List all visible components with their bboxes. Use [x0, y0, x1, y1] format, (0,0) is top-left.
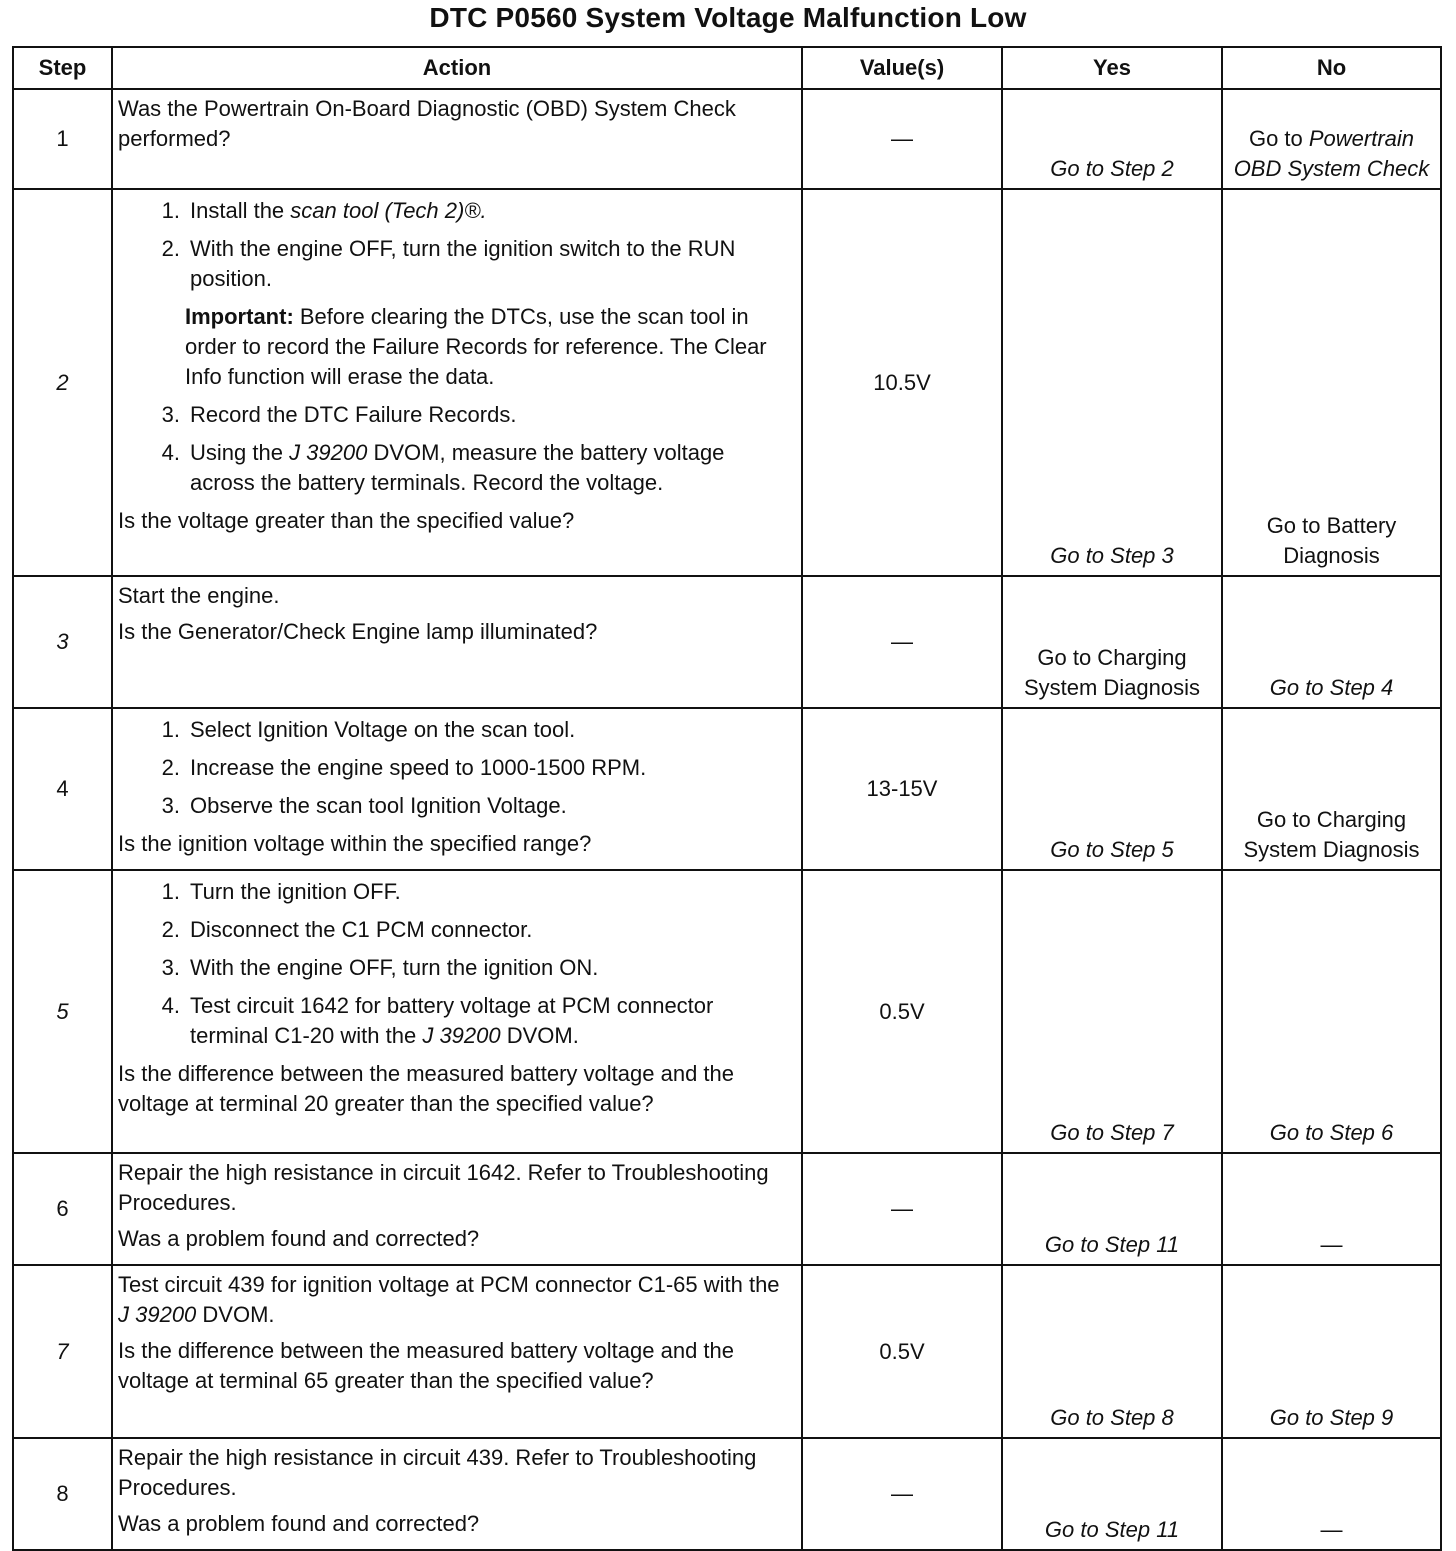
- no-cell: Go to Battery Diagnosis: [1222, 189, 1441, 576]
- action-text: Repair the high resistance in circuit 1642. Refer to Troubleshooting Procedures.: [118, 1160, 769, 1215]
- question-text: Is the ignition voltage within the specified range?: [118, 831, 592, 856]
- action-cell: [112, 1153, 802, 1265]
- header-values: Value(s): [802, 47, 1002, 89]
- step-list: [118, 715, 795, 821]
- table-row: [13, 89, 1441, 189]
- header-no: No: [1222, 47, 1441, 89]
- list-item: 4. Using the J 39200 DVOM, measure the battery voltage across the battery terminals. Record the voltage.: [161, 440, 725, 495]
- yes-cell: Go to Step 11: [1002, 1438, 1222, 1550]
- list-item: 1. Turn the ignition OFF.: [161, 879, 401, 904]
- action-cell: [112, 870, 802, 1153]
- diagnostic-table: [12, 46, 1442, 1551]
- page-title: DTC P0560 System Voltage Malfunction Low: [429, 2, 1027, 33]
- yes-cell: Go to Charging System Diagnosis: [1002, 576, 1222, 708]
- action-text: Repair the high resistance in circuit 439. Refer to Troubleshooting Procedures.: [118, 1445, 757, 1500]
- yes-cell: Go to Step 7: [1002, 870, 1222, 1153]
- no-cell: —: [1222, 1438, 1441, 1550]
- action-cell: [112, 1438, 802, 1550]
- value-cell: 0.5V: [802, 1265, 1002, 1438]
- question-text: Was the Powertrain On-Board Diagnostic (OBD) System Check performed?: [118, 96, 736, 151]
- table-row: [13, 189, 1441, 576]
- value-cell: —: [802, 576, 1002, 708]
- action-cell: [112, 189, 802, 576]
- table-row: [13, 576, 1441, 708]
- list-item: 3. Record the DTC Failure Records.: [161, 402, 517, 427]
- question-text: Is the difference between the measured battery voltage and the voltage at terminal 65 greater than the specified value?: [118, 1338, 734, 1393]
- action-text: Start the engine.: [118, 583, 280, 608]
- yes-cell: Go to Step 11: [1002, 1153, 1222, 1265]
- table-header-row: [13, 47, 1441, 89]
- value-cell: —: [802, 89, 1002, 189]
- question-text: Is the difference between the measured battery voltage and the voltage at terminal 20 greater than the specified value?: [118, 1061, 734, 1116]
- header-step: Step: [13, 47, 112, 89]
- header-action: Action: [112, 47, 802, 89]
- list-item: 4. Test circuit 1642 for battery voltage at PCM connector terminal C1-20 with the J 39200 DVOM.: [161, 993, 714, 1048]
- question-text: Was a problem found and corrected?: [118, 1226, 480, 1251]
- no-cell: Go to Step 6: [1222, 870, 1441, 1153]
- list-item: 3. With the engine OFF, turn the ignition ON.: [161, 955, 599, 980]
- yes-cell: Go to Step 2: [1002, 89, 1222, 189]
- yes-cell: Go to Step 3: [1002, 189, 1222, 576]
- step-number: 3: [13, 576, 112, 708]
- no-cell: Go to Charging System Diagnosis: [1222, 708, 1441, 870]
- no-link-text: Powertrain OBD System Check: [1233, 126, 1430, 181]
- table-row: [13, 1265, 1441, 1438]
- value-cell: —: [802, 1153, 1002, 1265]
- step-number: 8: [13, 1438, 112, 1550]
- header-yes: Yes: [1002, 47, 1222, 89]
- step-number: 4: [13, 708, 112, 870]
- no-cell: —: [1222, 1153, 1441, 1265]
- question-text: Is the Generator/Check Engine lamp illuminated?: [118, 619, 598, 644]
- list-item: 2. With the engine OFF, turn the ignition switch to the RUN position.: [161, 236, 736, 291]
- list-item: 2. Disconnect the C1 PCM connector.: [161, 917, 533, 942]
- list-item: 1. Select Ignition Voltage on the scan tool.: [161, 717, 576, 742]
- question-text: Is the voltage greater than the specified value?: [118, 508, 575, 533]
- action-cell: [112, 708, 802, 870]
- step-number: 2: [13, 189, 112, 576]
- value-cell: —: [802, 1438, 1002, 1550]
- list-item: 1. Install the scan tool (Tech 2)®.: [161, 198, 487, 223]
- step-list: [118, 196, 795, 294]
- no-cell: Go to Step 4: [1222, 576, 1441, 708]
- step-number: 5: [13, 870, 112, 1153]
- table-row: [13, 708, 1441, 870]
- action-cell: [112, 1265, 802, 1438]
- table-row: [13, 1153, 1441, 1265]
- yes-cell: Go to Step 8: [1002, 1265, 1222, 1438]
- question-text: Was a problem found and corrected?: [118, 1511, 480, 1536]
- step-number: 1: [13, 89, 112, 189]
- list-item: 3. Observe the scan tool Ignition Voltage.: [161, 793, 567, 818]
- step-list: [118, 877, 795, 1051]
- value-cell: 0.5V: [802, 870, 1002, 1153]
- value-cell: 13-15V: [802, 708, 1002, 870]
- table-row: [13, 1438, 1441, 1550]
- yes-cell: Go to Step 5: [1002, 708, 1222, 870]
- action-text: Test circuit 439 for ignition voltage at PCM connector C1-65 with the J 39200 DVOM.: [118, 1272, 780, 1327]
- no-prefix: Go to: [1248, 126, 1309, 151]
- list-item: 2. Increase the engine speed to 1000-1500 RPM.: [161, 755, 647, 780]
- action-cell: [112, 576, 802, 708]
- step-number: 6: [13, 1153, 112, 1265]
- no-cell: Go to Step 9: [1222, 1265, 1441, 1438]
- no-cell: [1222, 89, 1441, 189]
- action-cell: [112, 89, 802, 189]
- value-cell: 10.5V: [802, 189, 1002, 576]
- table-row: [13, 870, 1441, 1153]
- step-number: 7: [13, 1265, 112, 1438]
- step-list: [118, 400, 795, 498]
- important-note: Important: Before clearing the DTCs, use the scan tool in order to record the Failure Records for reference. The Clear Info function will erase the data.: [185, 304, 767, 389]
